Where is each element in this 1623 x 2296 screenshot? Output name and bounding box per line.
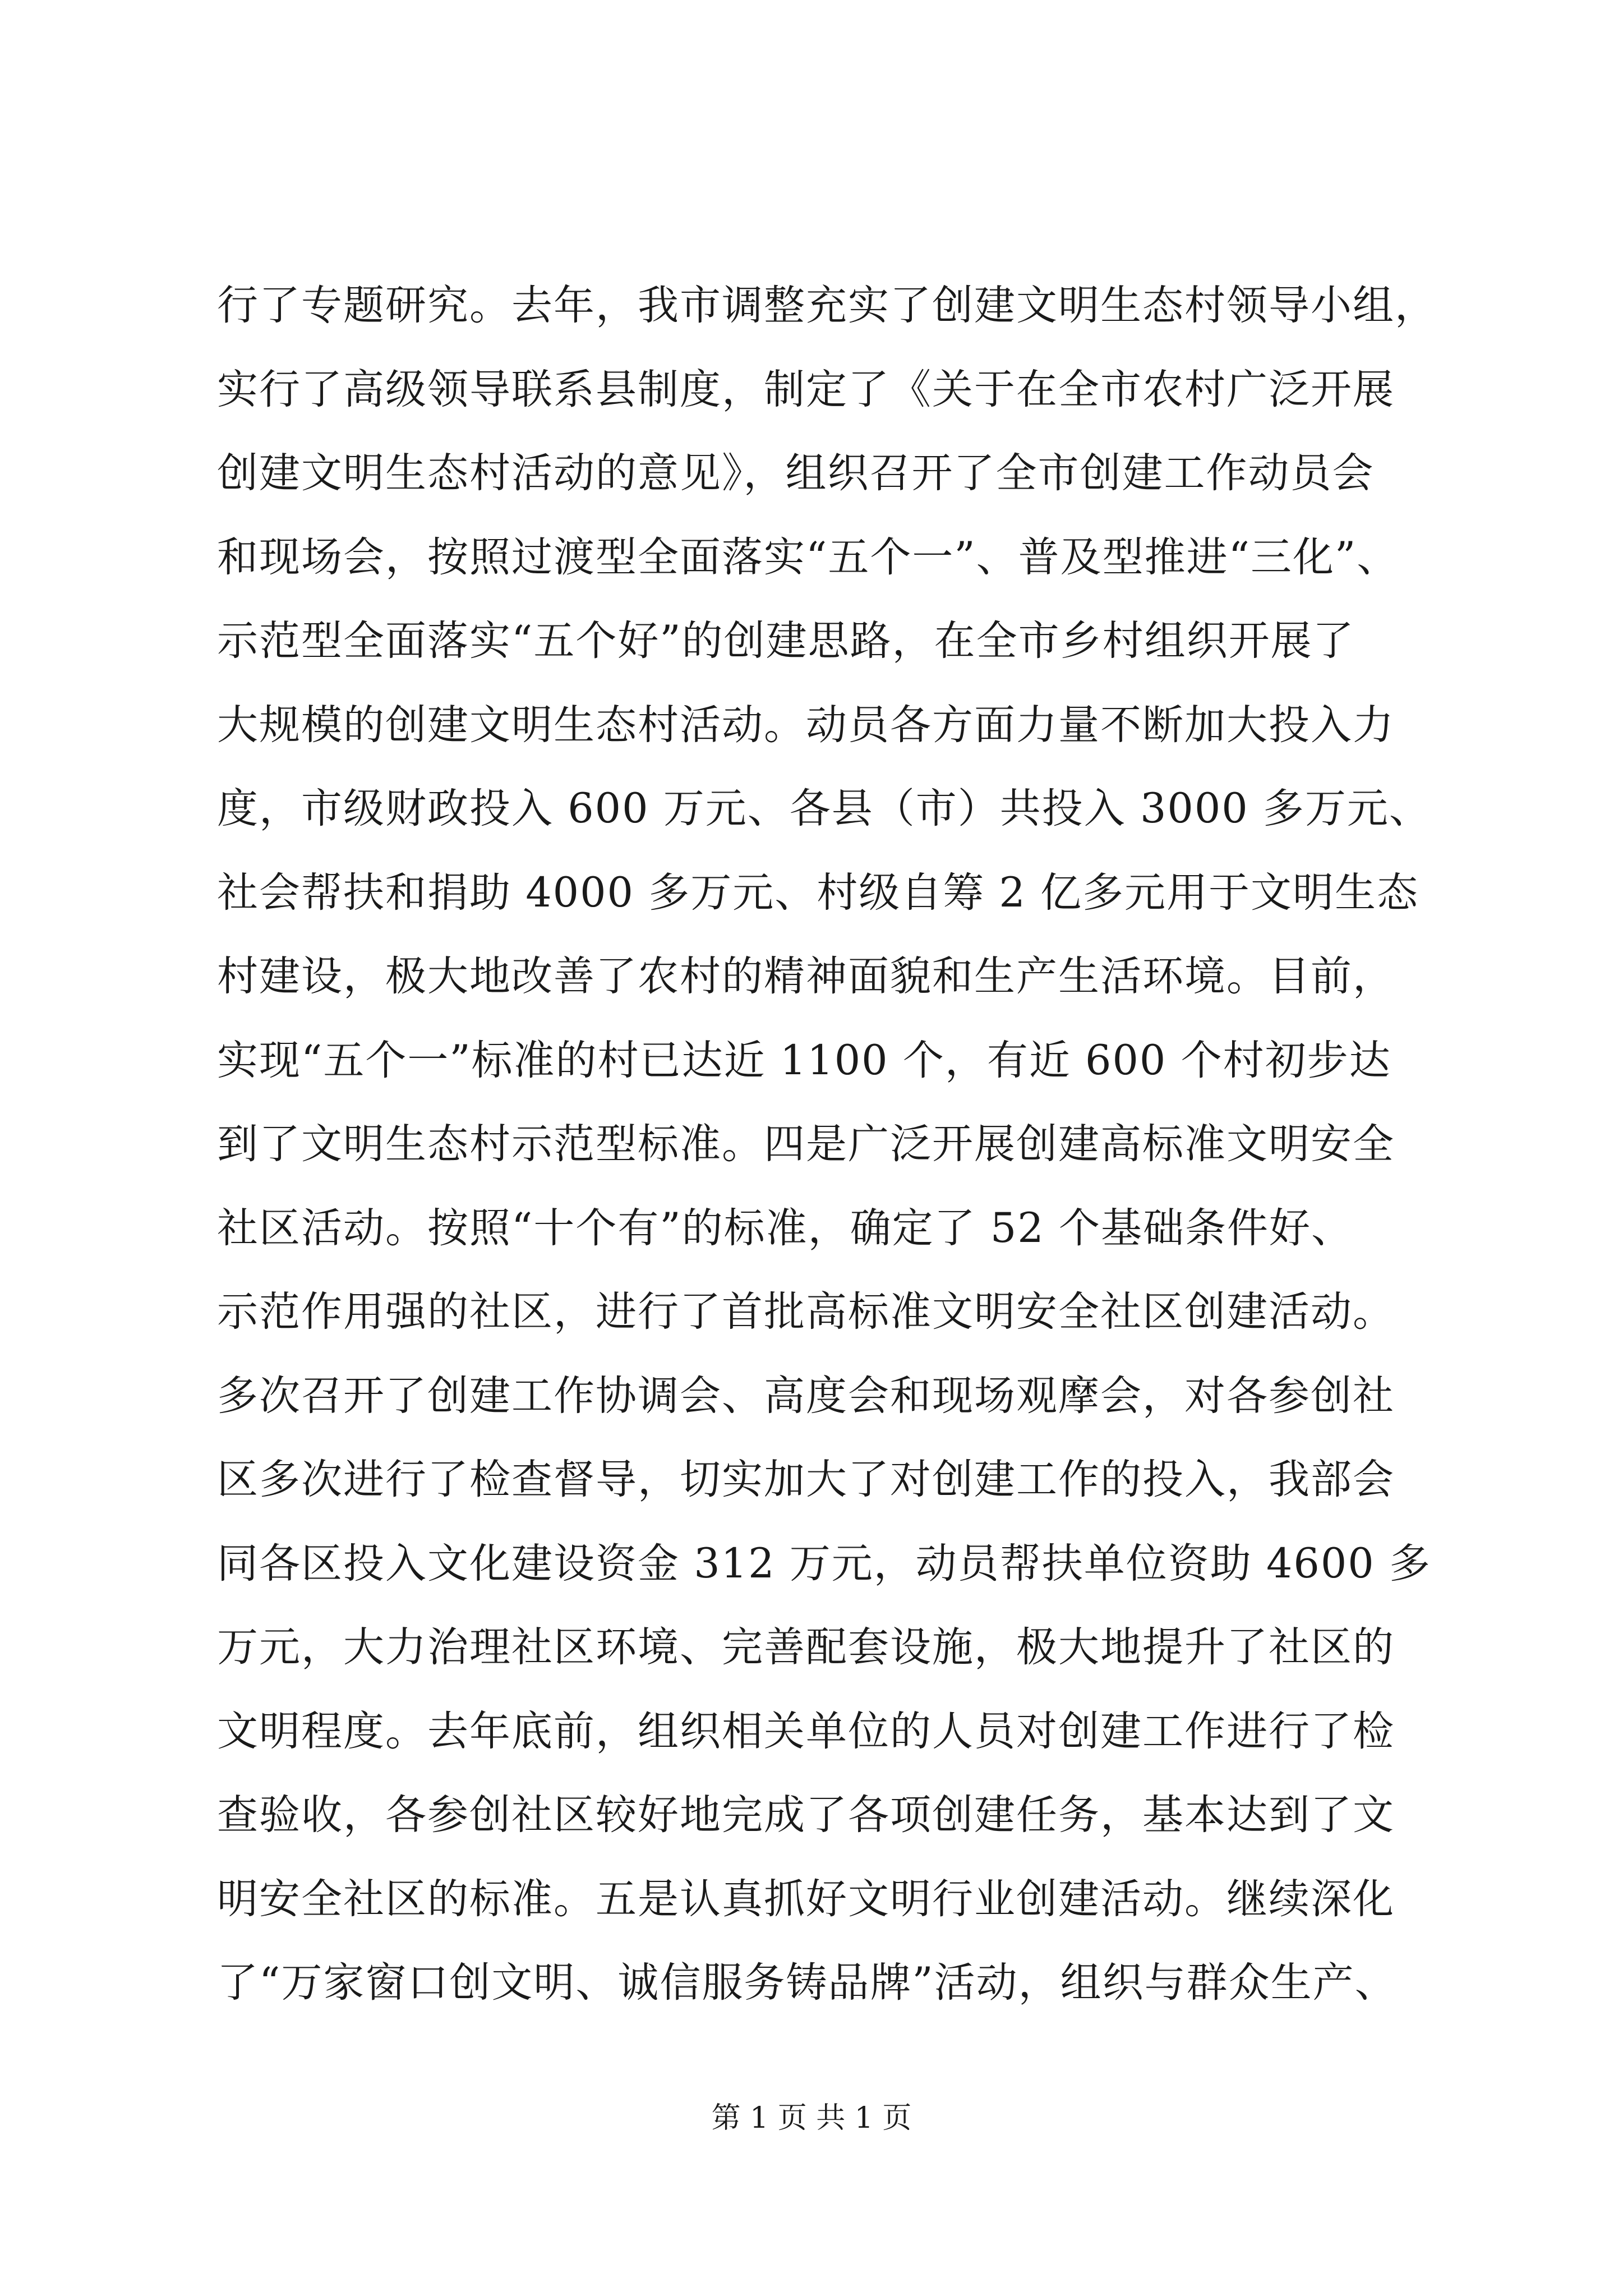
text-line: 文明程度。去年底前，组织相关单位的人员对创建工作进行了检: [217, 1707, 1395, 1755]
text-line: 创建文明生态村活动的意见》，组织召开了全市创建工作动员会: [217, 449, 1375, 497]
text-line: 社会帮扶和捐助 4000 多万元、村级自筹 2 亿多元用于文明生态: [217, 868, 1419, 917]
body-text: [217, 264, 1473, 2025]
text-line: 多次召开了创建工作协调会、高度会和现场观摩会，对各参创社: [217, 1372, 1395, 1420]
page-number-footer: 第 1 页 共 1 页: [711, 2101, 912, 2135]
text-line: 查验收，各参创社区较好地完成了各项创建任务，基本达到了文: [217, 1791, 1395, 1839]
text-line: 度，市级财政投入 600 万元、各县（市）共投入 3000 多万元、: [217, 785, 1431, 832]
text-line: 村建设，极大地改善了农村的精神面貌和生产生活环境。目前，: [217, 953, 1395, 1000]
text-line: 了“万家窗口创文明、诚信服务铸品牌”活动，组织与群众生产、: [217, 1959, 1397, 2007]
text-line: 社区活动。按照“十个有”的标准，确定了 52 个基础条件好、: [217, 1204, 1353, 1252]
text-line: 到了文明生态村示范型标准。四是广泛开展创建高标准文明安全: [217, 1120, 1395, 1168]
text-line: 大规模的创建文明生态村活动。动员各方面力量不断加大投入力: [217, 701, 1395, 749]
text-line: 行了专题研究。去年，我市调整充实了创建文明生态村领导小组，: [217, 282, 1437, 329]
text-line: 实现“五个一”标准的村已达近 1100 个，有近 600 个村初步达: [217, 1036, 1391, 1084]
text-line: 万元，大力治理社区环境、完善配套设施，极大地提升了社区的: [217, 1623, 1395, 1671]
text-line: 示范作用强的社区，进行了首批高标准文明安全社区创建活动。: [217, 1288, 1395, 1336]
text-line: 实行了高级领导联系县制度，制定了《关于在全市农村广泛开展: [217, 365, 1395, 413]
text-line: 区多次进行了检查督导，切实加大了对创建工作的投入，我部会: [217, 1456, 1395, 1503]
text-line: 明安全社区的标准。五是认真抓好文明行业创建活动。继续深化: [217, 1875, 1395, 1923]
text-line: 和现场会，按照过渡型全面落实“五个一”、普及型推进“三化”、: [217, 533, 1399, 581]
text-line: 示范型全面落实“五个好”的创建思路，在全市乡村组织开展了: [217, 617, 1355, 665]
text-line: 同各区投入文化建设资金 312 万元，动员帮扶单位资助 4600 多: [217, 1539, 1431, 1588]
